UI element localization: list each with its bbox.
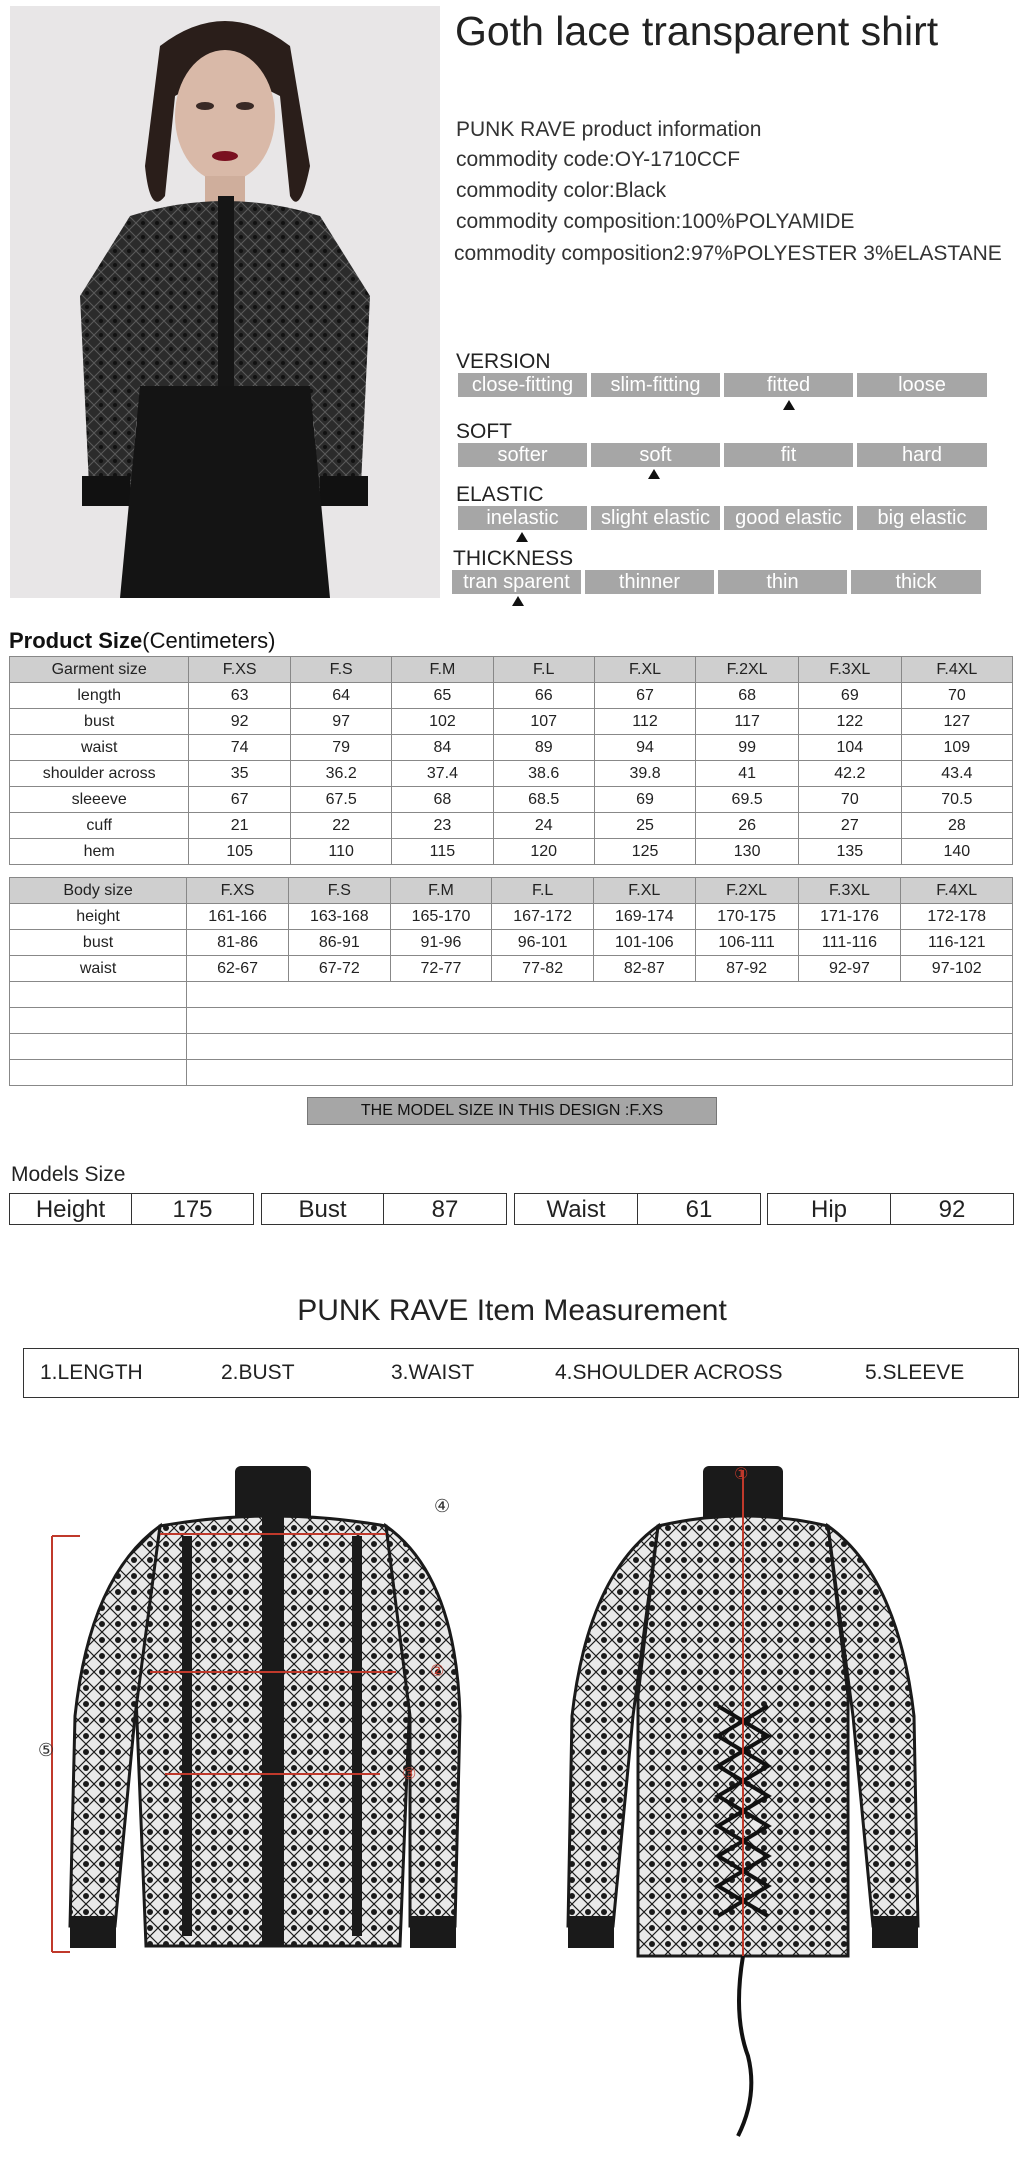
product-size-row bbox=[10, 761, 1013, 787]
body-size-cell: 161-166 bbox=[187, 904, 289, 930]
composition2-label: commodity composition2: bbox=[454, 242, 691, 265]
product-size-row-label: bust bbox=[10, 709, 189, 735]
body-size-header-row bbox=[10, 878, 1013, 904]
shirt-front-diagram bbox=[30, 1456, 470, 2016]
product-size-cell: 69 bbox=[798, 683, 901, 709]
measure-bust: 2.BUST bbox=[221, 1361, 295, 1384]
product-size-cell: 105 bbox=[189, 839, 291, 865]
product-size-cell: 130 bbox=[696, 839, 799, 865]
body-size-cell: 91-96 bbox=[390, 930, 492, 956]
product-size-cell: 115 bbox=[392, 839, 493, 865]
product-size-title-bold: Product Size bbox=[9, 628, 143, 653]
body-size-cell: 170-175 bbox=[695, 904, 798, 930]
product-size-cell: 68.5 bbox=[493, 787, 594, 813]
model-hip-value: 92 bbox=[890, 1193, 1014, 1225]
body-size-cell: F.S bbox=[289, 878, 391, 904]
composition-label: commodity composition: bbox=[456, 210, 682, 233]
body-size-cell: F.L bbox=[492, 878, 594, 904]
product-size-cell: F.XS bbox=[189, 657, 291, 683]
body-size-empty-cell bbox=[10, 1008, 187, 1034]
model-waist-value: 61 bbox=[637, 1193, 761, 1225]
product-size-cell: 23 bbox=[392, 813, 493, 839]
code-value: OY-1710CCF bbox=[614, 148, 741, 171]
commodity-composition bbox=[456, 210, 854, 234]
body-size-cell: F.4XL bbox=[901, 878, 1013, 904]
model-waist-label: Waist bbox=[514, 1193, 638, 1225]
composition-value: 100%POLYAMIDE bbox=[681, 210, 855, 233]
body-size-cell: 82-87 bbox=[593, 956, 695, 982]
body-size-row bbox=[10, 930, 1013, 956]
opt-close-fitting: close-fitting bbox=[458, 373, 587, 397]
body-size-cell: F.XS bbox=[187, 878, 289, 904]
model-hip-label: Hip bbox=[767, 1193, 891, 1225]
measurement-legend bbox=[23, 1348, 1019, 1398]
product-size-row bbox=[10, 735, 1013, 761]
body-size-empty-row bbox=[10, 982, 1013, 1008]
product-size-cell: 122 bbox=[798, 709, 901, 735]
product-title: Goth lace transparent shirt bbox=[455, 8, 939, 54]
body-size-empty-cell bbox=[187, 982, 1013, 1008]
product-size-row-label: cuff bbox=[10, 813, 189, 839]
product-size-cell: 28 bbox=[901, 813, 1012, 839]
product-size-cell: 64 bbox=[291, 683, 392, 709]
body-size-cell: 81-86 bbox=[187, 930, 289, 956]
product-size-cell: 70 bbox=[798, 787, 901, 813]
composition2-value: 97%POLYESTER 3%ELASTANE bbox=[690, 242, 1002, 265]
selected-marker-soft bbox=[648, 469, 660, 479]
commodity-color bbox=[456, 179, 666, 203]
model-size-note: THE MODEL SIZE IN THIS DESIGN :F.XS bbox=[307, 1097, 717, 1125]
product-size-row-label: sleeeve bbox=[10, 787, 189, 813]
body-size-cell: F.3XL bbox=[798, 878, 901, 904]
measure-sleeve: 5.SLEEVE bbox=[865, 1361, 965, 1384]
product-size-cell: 66 bbox=[493, 683, 594, 709]
body-size-table bbox=[9, 877, 1013, 1086]
body-size-cell: 86-91 bbox=[289, 930, 391, 956]
color-value: Black bbox=[614, 179, 667, 202]
product-size-cell: 117 bbox=[696, 709, 799, 735]
product-size-cell: 97 bbox=[291, 709, 392, 735]
body-size-row-label: height bbox=[10, 904, 187, 930]
product-size-cell: 26 bbox=[696, 813, 799, 839]
product-size-cell: 89 bbox=[493, 735, 594, 761]
product-size-title bbox=[9, 628, 276, 654]
body-size-cell: 111-116 bbox=[798, 930, 901, 956]
product-size-cell: 41 bbox=[696, 761, 799, 787]
measurement-title: PUNK RAVE Item Measurement bbox=[297, 1294, 727, 1327]
marker-bust: ② bbox=[430, 1663, 445, 1680]
product-size-cell: 36.2 bbox=[291, 761, 392, 787]
body-size-cell: 77-82 bbox=[492, 956, 594, 982]
body-size-empty-row bbox=[10, 1060, 1013, 1086]
body-size-cell: F.XL bbox=[593, 878, 695, 904]
opt-slim-fitting: slim-fitting bbox=[591, 373, 720, 397]
opt-good-elastic: good elastic bbox=[724, 506, 853, 530]
product-size-row-label: waist bbox=[10, 735, 189, 761]
body-size-empty-cell bbox=[187, 1034, 1013, 1060]
opt-slight-elastic: slight elastic bbox=[591, 506, 720, 530]
measure-length: 1.LENGTH bbox=[40, 1361, 143, 1384]
product-size-row-label: Garment size bbox=[10, 657, 189, 683]
product-size-cell: 35 bbox=[189, 761, 291, 787]
opt-transparent: tran sparent bbox=[452, 570, 581, 594]
product-size-cell: 21 bbox=[189, 813, 291, 839]
product-size-row bbox=[10, 709, 1013, 735]
product-size-cell: 42.2 bbox=[798, 761, 901, 787]
product-size-cell: 110 bbox=[291, 839, 392, 865]
product-size-cell: 38.6 bbox=[493, 761, 594, 787]
product-size-cell: F.XL bbox=[594, 657, 695, 683]
product-size-cell: 24 bbox=[493, 813, 594, 839]
product-size-cell: 69 bbox=[594, 787, 695, 813]
body-size-cell: 167-172 bbox=[492, 904, 594, 930]
body-size-cell: 165-170 bbox=[390, 904, 492, 930]
shirt-back-diagram bbox=[548, 1456, 968, 2146]
product-size-cell: 67 bbox=[189, 787, 291, 813]
product-size-cell: F.2XL bbox=[696, 657, 799, 683]
marker-shoulder: ④ bbox=[434, 1496, 451, 1516]
product-size-cell: 79 bbox=[291, 735, 392, 761]
opt-big-elastic: big elastic bbox=[857, 506, 987, 530]
product-size-cell: F.M bbox=[392, 657, 493, 683]
product-size-cell: 68 bbox=[696, 683, 799, 709]
opt-fitted: fitted bbox=[724, 373, 853, 397]
product-size-cell: 37.4 bbox=[392, 761, 493, 787]
product-size-cell: 43.4 bbox=[901, 761, 1012, 787]
marker-length: ① bbox=[734, 1466, 749, 1483]
code-label: commodity code: bbox=[456, 148, 615, 171]
attr-label-soft: SOFT bbox=[456, 420, 512, 443]
body-size-cell: 92-97 bbox=[798, 956, 901, 982]
product-size-cell: 102 bbox=[392, 709, 493, 735]
product-size-cell: 107 bbox=[493, 709, 594, 735]
body-size-cell: 67-72 bbox=[289, 956, 391, 982]
body-size-row bbox=[10, 956, 1013, 982]
body-size-cell: 163-168 bbox=[289, 904, 391, 930]
product-size-header-row bbox=[10, 657, 1013, 683]
body-size-cell: F.M bbox=[390, 878, 492, 904]
product-size-row-label: length bbox=[10, 683, 189, 709]
body-size-cell: 172-178 bbox=[901, 904, 1013, 930]
body-size-empty-row bbox=[10, 1008, 1013, 1034]
product-size-cell: F.3XL bbox=[798, 657, 901, 683]
product-size-cell: 112 bbox=[594, 709, 695, 735]
product-size-cell: 94 bbox=[594, 735, 695, 761]
body-size-cell: 72-77 bbox=[390, 956, 492, 982]
info-heading: PUNK RAVE product information bbox=[456, 118, 762, 141]
product-size-cell: F.S bbox=[291, 657, 392, 683]
body-size-cell: 87-92 bbox=[695, 956, 798, 982]
product-size-cell: 135 bbox=[798, 839, 901, 865]
product-size-row bbox=[10, 787, 1013, 813]
product-size-cell: 39.8 bbox=[594, 761, 695, 787]
product-size-cell: 67.5 bbox=[291, 787, 392, 813]
opt-softer: softer bbox=[458, 443, 587, 467]
product-size-row bbox=[10, 839, 1013, 865]
body-size-cell: 106-111 bbox=[695, 930, 798, 956]
marker-sleeve: ⑤ bbox=[38, 1740, 55, 1760]
marker-waist: ③ bbox=[402, 1766, 417, 1783]
product-size-row-label: hem bbox=[10, 839, 189, 865]
opt-inelastic: inelastic bbox=[458, 506, 587, 530]
body-size-cell: 62-67 bbox=[187, 956, 289, 982]
color-label: commodity color: bbox=[456, 179, 615, 202]
body-size-cell: 171-176 bbox=[798, 904, 901, 930]
product-size-cell: 63 bbox=[189, 683, 291, 709]
product-size-row bbox=[10, 683, 1013, 709]
product-size-cell: 27 bbox=[798, 813, 901, 839]
opt-thick: thick bbox=[851, 570, 981, 594]
product-size-cell: 68 bbox=[392, 787, 493, 813]
opt-soft: soft bbox=[591, 443, 720, 467]
commodity-code bbox=[456, 148, 740, 172]
body-size-row-label: waist bbox=[10, 956, 187, 982]
product-size-cell: 92 bbox=[189, 709, 291, 735]
selected-marker-thickness bbox=[512, 596, 524, 606]
product-size-row bbox=[10, 813, 1013, 839]
product-size-cell: 67 bbox=[594, 683, 695, 709]
product-size-cell: 127 bbox=[901, 709, 1012, 735]
product-size-cell: 99 bbox=[696, 735, 799, 761]
attr-label-thickness: THICKNESS bbox=[453, 547, 574, 570]
attr-label-elastic: ELASTIC bbox=[456, 483, 544, 506]
body-size-empty-cell bbox=[187, 1060, 1013, 1086]
opt-fit: fit bbox=[724, 443, 853, 467]
model-height-label: Height bbox=[9, 1193, 132, 1225]
model-bust-value: 87 bbox=[383, 1193, 507, 1225]
body-size-cell: 97-102 bbox=[901, 956, 1013, 982]
model-height-value: 175 bbox=[131, 1193, 254, 1225]
models-size-title: Models Size bbox=[11, 1163, 126, 1186]
selected-marker-elastic bbox=[516, 532, 528, 542]
product-size-cell: 74 bbox=[189, 735, 291, 761]
body-size-row bbox=[10, 904, 1013, 930]
opt-hard: hard bbox=[857, 443, 987, 467]
body-size-empty-cell bbox=[10, 982, 187, 1008]
opt-loose: loose bbox=[857, 373, 987, 397]
measure-shoulder: 4.SHOULDER ACROSS bbox=[555, 1361, 783, 1384]
opt-thinner: thinner bbox=[585, 570, 714, 594]
product-size-cell: 104 bbox=[798, 735, 901, 761]
product-size-table bbox=[9, 656, 1013, 865]
product-size-cell: 109 bbox=[901, 735, 1012, 761]
product-size-row-label: shoulder across bbox=[10, 761, 189, 787]
body-size-empty-cell bbox=[187, 1008, 1013, 1034]
body-size-empty-row bbox=[10, 1034, 1013, 1060]
commodity-composition2 bbox=[454, 242, 1002, 266]
product-photo bbox=[10, 6, 440, 598]
opt-thin: thin bbox=[718, 570, 847, 594]
product-size-cell: 70.5 bbox=[901, 787, 1012, 813]
product-size-cell: 69.5 bbox=[696, 787, 799, 813]
product-size-cell: F.4XL bbox=[901, 657, 1012, 683]
product-size-cell: 120 bbox=[493, 839, 594, 865]
body-size-row-label: Body size bbox=[10, 878, 187, 904]
body-size-row-label: bust bbox=[10, 930, 187, 956]
body-size-empty-cell bbox=[10, 1034, 187, 1060]
product-size-unit: (Centimeters) bbox=[142, 628, 276, 653]
product-size-cell: 65 bbox=[392, 683, 493, 709]
body-size-cell: 116-121 bbox=[901, 930, 1013, 956]
body-size-cell: 101-106 bbox=[593, 930, 695, 956]
product-size-cell: F.L bbox=[493, 657, 594, 683]
measure-waist: 3.WAIST bbox=[391, 1361, 475, 1384]
product-size-cell: 70 bbox=[901, 683, 1012, 709]
product-size-cell: 140 bbox=[901, 839, 1012, 865]
product-size-cell: 25 bbox=[594, 813, 695, 839]
product-size-cell: 125 bbox=[594, 839, 695, 865]
selected-marker-version bbox=[783, 400, 795, 410]
product-size-cell: 84 bbox=[392, 735, 493, 761]
product-size-cell: 22 bbox=[291, 813, 392, 839]
body-size-cell: 169-174 bbox=[593, 904, 695, 930]
model-bust-label: Bust bbox=[261, 1193, 384, 1225]
body-size-empty-cell bbox=[10, 1060, 187, 1086]
body-size-cell: F.2XL bbox=[695, 878, 798, 904]
attr-label-version: VERSION bbox=[456, 350, 551, 373]
body-size-cell: 96-101 bbox=[492, 930, 594, 956]
